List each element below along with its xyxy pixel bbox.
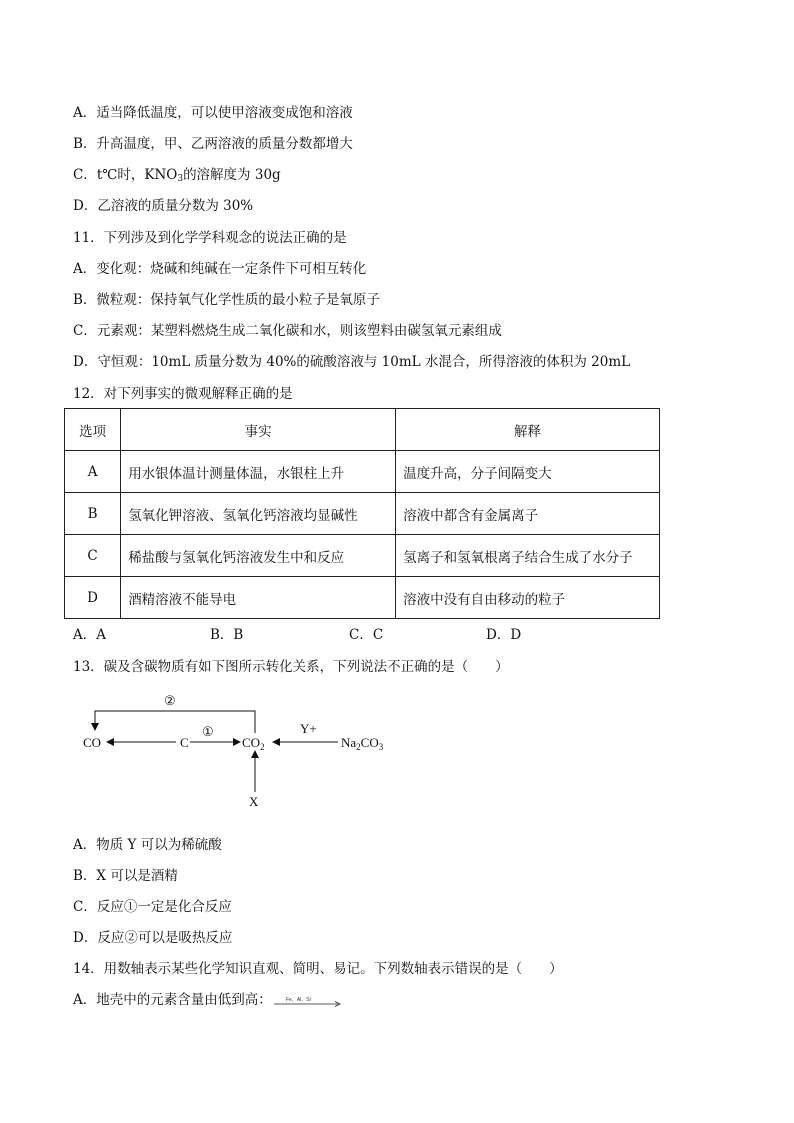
row-fact: 用水银体温计测量体温，水银柱上升 [121,451,396,493]
q13-stem: 13．碳及含碳物质有如下图所示转化关系，下列说法不正确的是（ ） [73,659,509,675]
q14-option-a [73,991,344,1009]
number-axis-arrow [272,994,344,1008]
header-fact: 事实 [121,409,396,451]
q13-option-b: B．X 可以是酒精 [73,868,178,884]
node-na2co3: $Na_2CO_3$ [341,735,384,752]
row-fact: 酒精溶液不能导电 [121,577,396,619]
table-row [65,493,660,535]
carbon-conversion-diagram [80,690,410,810]
reagent-y-label: Y+ [300,721,317,736]
node-co: CO [83,735,102,750]
q11-option-b: B．微粒观：保持氧气化学性质的最小粒子是氧原子 [73,292,380,308]
header-option: 选项 [65,409,121,451]
table-row [65,535,660,577]
q10-option-a: A．适当降低温度，可以使甲溶液变成饱和溶液 [73,105,353,121]
row-fact: 氢氧化钾溶液、氢氧化钙溶液均显碱性 [121,493,396,535]
row-option: C [65,535,121,577]
q12-option-c: C．C [349,627,384,643]
q10-option-b: B．升高温度，甲、乙两溶液的质量分数都增大 [73,136,353,152]
q12-option-b: B．B [210,627,244,643]
row-explanation: 溶液中没有自由移动的粒子 [396,577,660,619]
row-explanation: 氢离子和氢氧根离子结合生成了水分子 [396,535,660,577]
q11-option-a: A．变化观：烧碱和纯碱在一定条件下可相互转化 [73,261,367,277]
row-option: A [65,451,121,493]
q12-table [64,408,660,619]
q10-option-d: D．乙溶液的质量分数为 30% [73,198,254,214]
q11-stem: 11．下列涉及到化学学科观念的说法正确的是 [73,230,347,246]
q10-option-c [73,166,281,188]
q13-option-d: D．反应②可以是吸热反应 [73,930,233,946]
q10-c-suffix: 的溶解度为 30g [183,167,281,183]
header-explanation: 解释 [396,409,660,451]
node-c: C [180,735,189,750]
q13-option-c: C．反应①一定是化合反应 [73,899,232,915]
q14-stem: 14．用数轴表示某些化学知识直观、简明、易记。下列数轴表示错误的是（ ） [73,961,563,977]
row-explanation: 溶液中都含有金属离子 [396,493,660,535]
row-option: B [65,493,121,535]
q10-c-subscript: 3 [177,174,184,184]
q11-option-c: C．元素观：某塑料燃烧生成二氧化碳和水，则该塑料由碳氢氧元素组成 [73,323,502,339]
table-row [65,451,660,493]
q14-option-a-text: A．地壳中的元素含量由低到高： [73,992,272,1008]
q12-option-a: A．A [73,627,106,643]
row-option: D [65,577,121,619]
axis-element-labels: Fe、Al、Si [285,996,311,1003]
q13-option-a: A．物质 Y 可以为稀硫酸 [73,837,222,853]
arrow-co2-to-co [95,711,255,733]
node-co2: $CO_2$ [242,735,265,752]
reaction-1-label: ① [202,724,214,739]
q12-option-d: D．D [486,627,522,643]
node-x: X [249,794,259,809]
row-fact: 稀盐酸与氢氧化钙溶液发生中和反应 [121,535,396,577]
table-header-row [65,409,660,451]
q11-option-d: D．守恒观：10mL 质量分数为 40%的硫酸溶液与 10mL 水混合，所得溶液的体积为 20mL [73,354,631,370]
row-explanation: 温度升高，分子间隔变大 [396,451,660,493]
table-row [65,577,660,619]
reaction-2-label: ② [164,693,176,708]
q12-stem: 12．对下列事实的微观解释正确的是 [73,386,293,402]
q10-c-prefix: C．t℃时，KNO [73,167,178,183]
